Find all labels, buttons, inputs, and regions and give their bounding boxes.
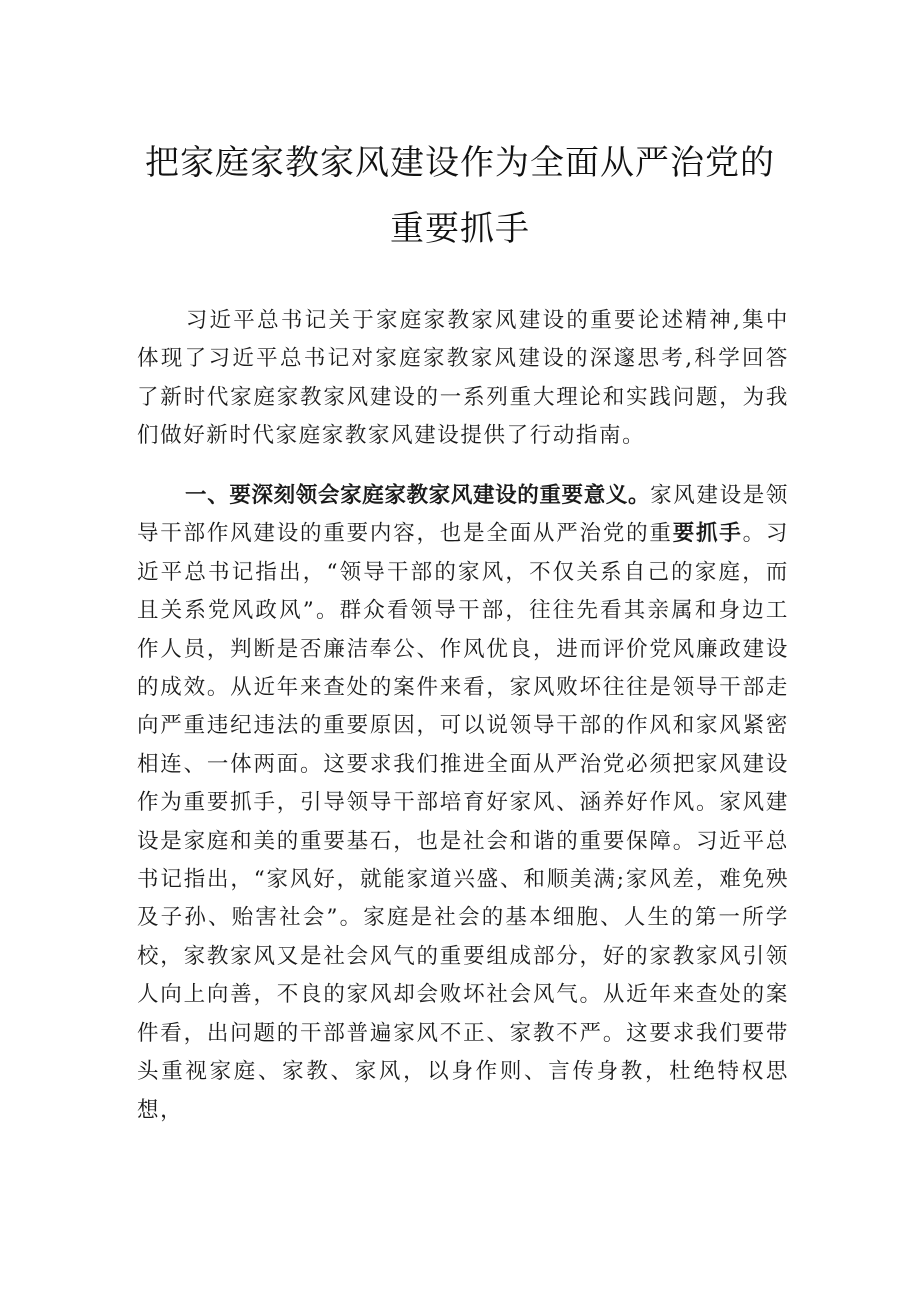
section-1-text-a: 家风建设是领导干部作风建设的重要内容，也是全面从严治党的重 [137, 483, 789, 547]
section-1-bold-phrase: 要抓手 [672, 521, 743, 547]
section-1-text-b: 。习近平总书记指出，“领导干部的家风，不仅关系自己的家庭，而且关系党风政风”。群众看领导干部，往往先看其亲属和身边工作人员，判断是否廉洁奉公、作风优良，进而评价党风廉政建设的成效。从近年来查处的案件来看，家风败坏往往是领导干部走向严重违纪违法的重要原因，可以说领导干部的作风和家风紧密相连、一体两面。这要求我们推进全面从严治党必须把家风建设作为重要抓手，引导领导干部培育好家风、涵养好作风。家风建设是家庭和美的重要基石，也是社会和谐的重要保障。习近平总书记指出，“家风好，就能家道兴盛、和顺美满;家风差，难免殃及子孙、贻害社会”。家庭是社会的基本细胞、人生的第一所学校，家教家风又是社会风气的重要组成部分，好的家教家风引领人向上向善，不良的家风却会败坏社会风气。从近年来查处的案件看，出问题的干部普遍家风不正、家教不严。这要求我们要带头重视家庭、家教、家风，以身作则、言传身教，杜绝特权思想， [137, 521, 789, 1123]
document-title-line-2: 重要抓手 [390, 209, 530, 249]
section-1-heading: 一、要深刻领会家庭家教家风建设的重要意义。 [185, 483, 651, 508]
section-1-paragraph [137, 477, 789, 1130]
intro-paragraph-text: 习近平总书记关于家庭家教家风建设的重要论述精神,集中体现了习近平总书记对家庭家教家风建设的深邃思考,科学回答了新时代家庭家教家风建设的一系列重大理论和实践问题，为我们做好新时代家庭家教家风建设提供了行动指南。 [137, 308, 789, 449]
intro-paragraph [137, 302, 789, 456]
document-title-line-1: 把家庭家教家风建设作为全面从严治党的 [145, 143, 775, 183]
